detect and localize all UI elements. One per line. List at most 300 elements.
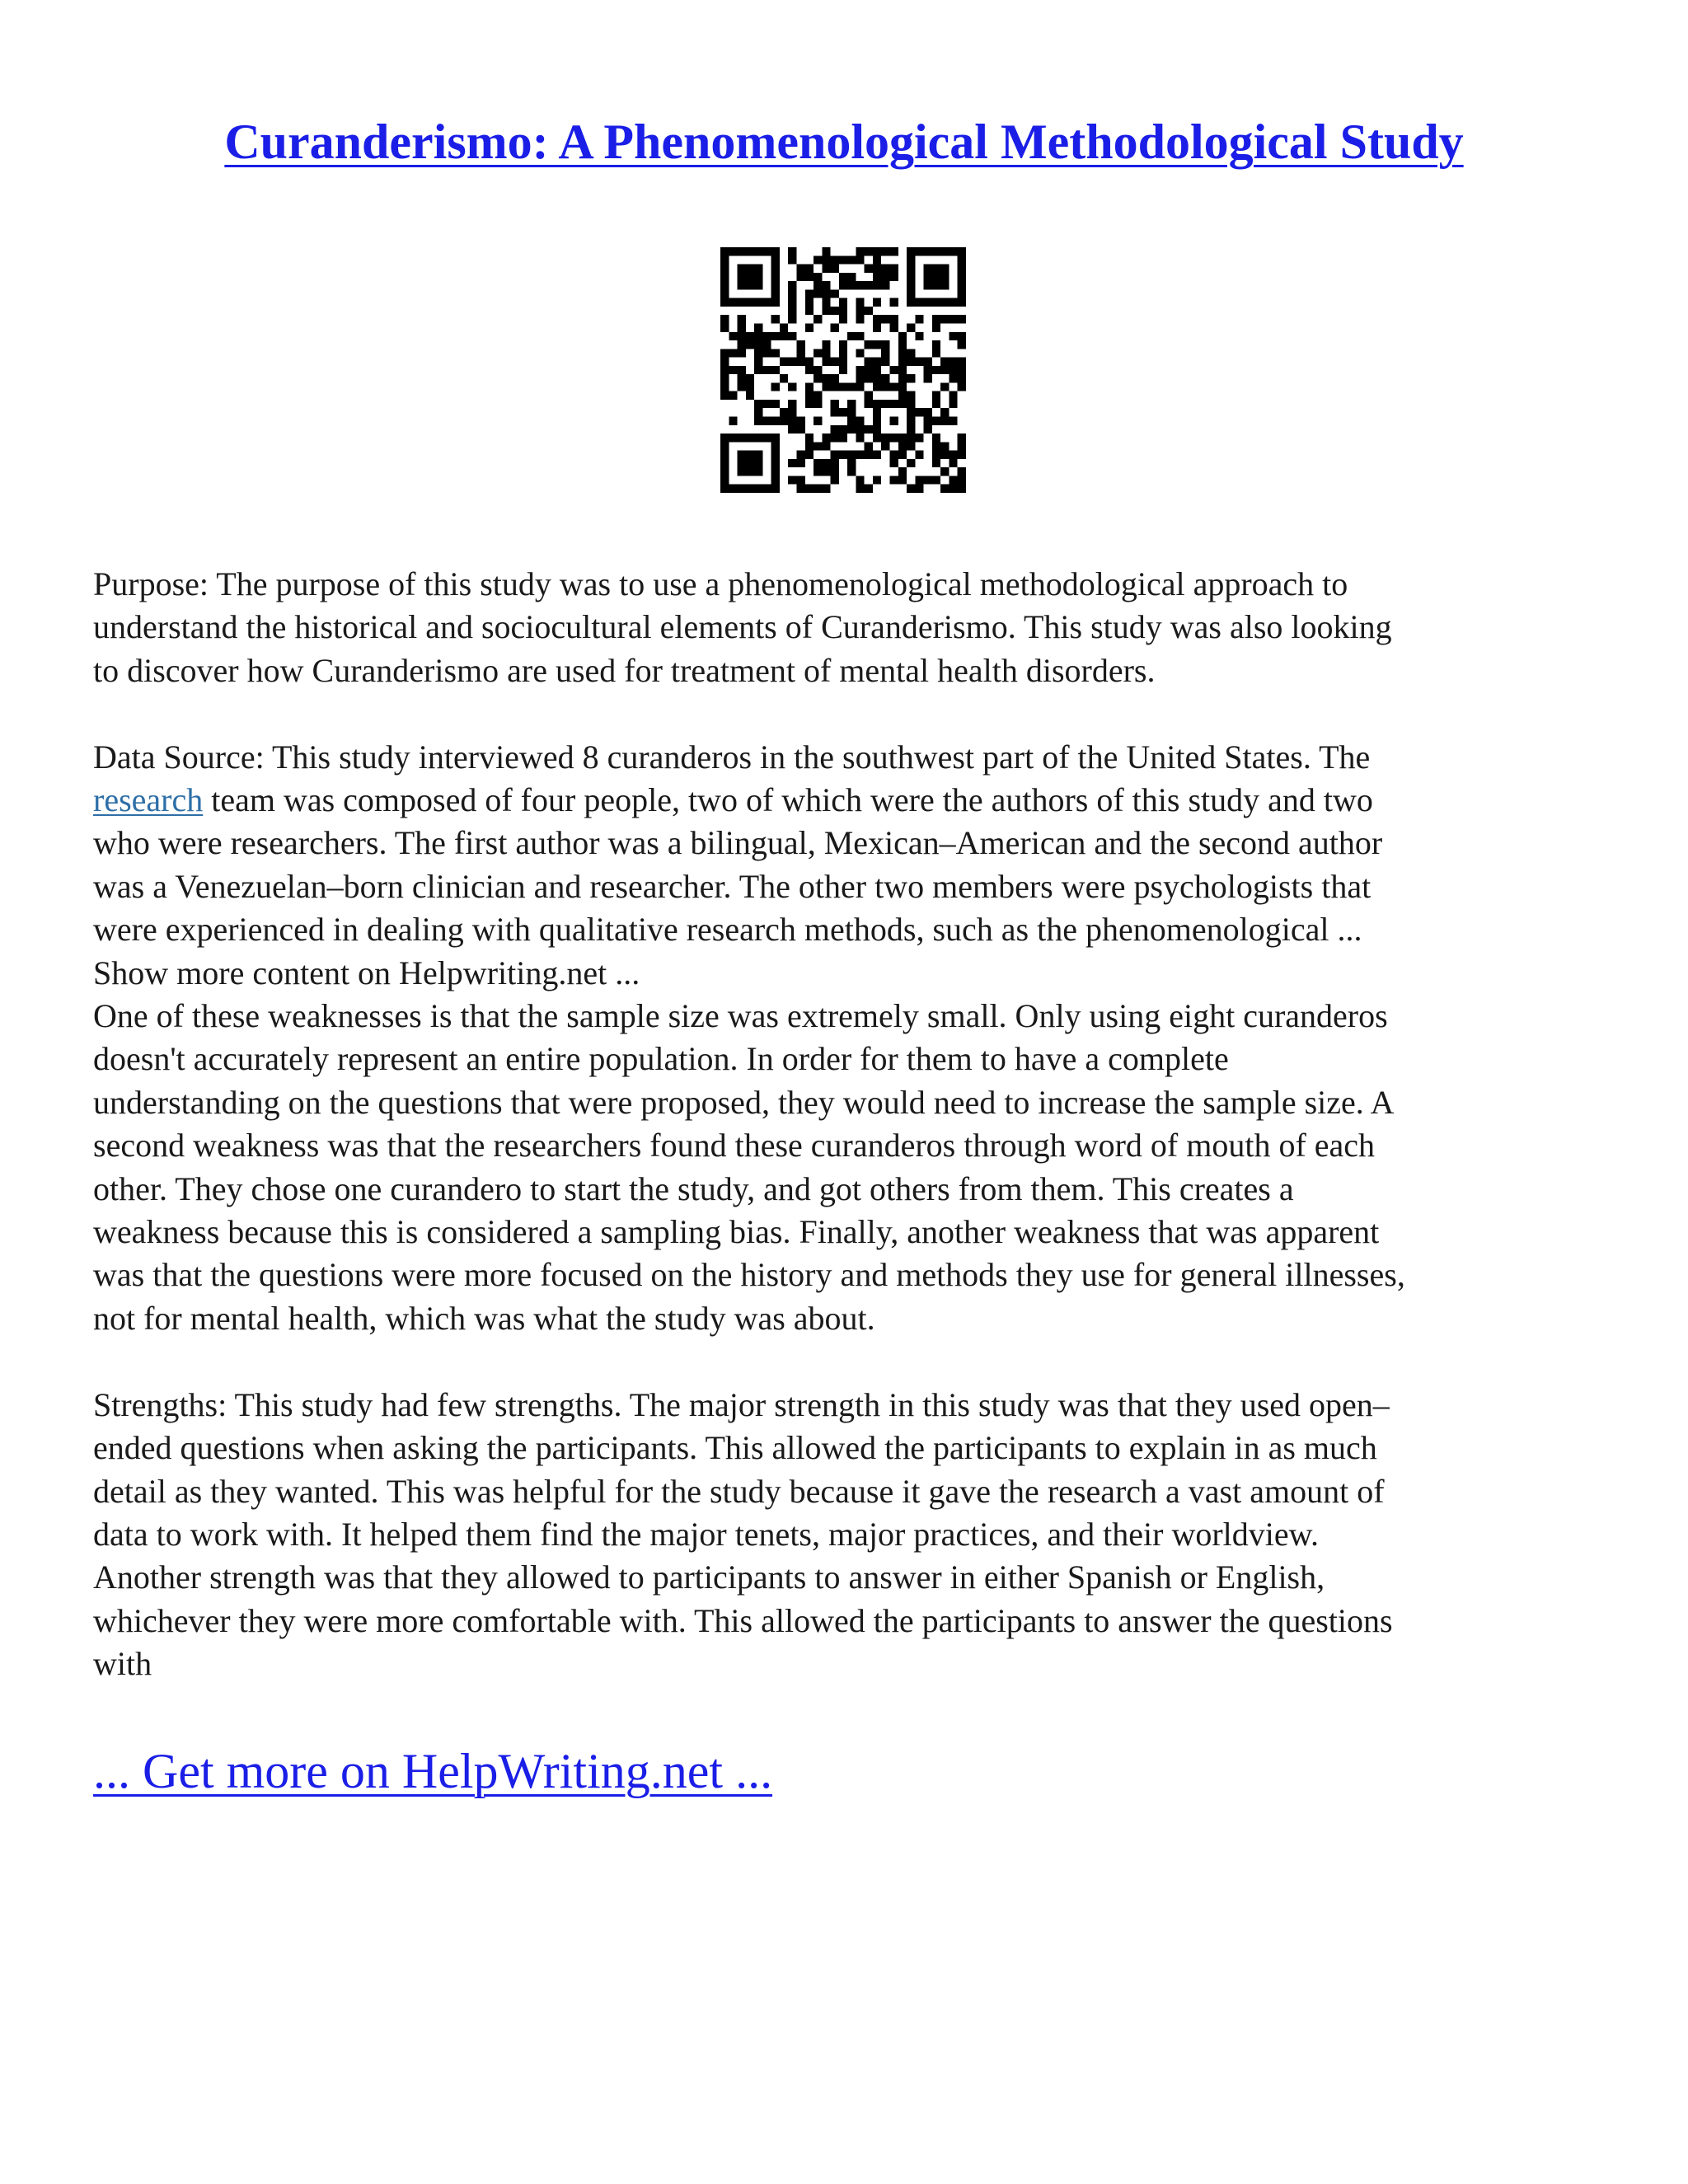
qr-module bbox=[907, 298, 915, 307]
qr-module bbox=[771, 417, 780, 425]
qr-module bbox=[865, 307, 873, 315]
qr-module bbox=[881, 247, 889, 255]
qr-module bbox=[958, 273, 966, 281]
qr-module bbox=[738, 340, 746, 349]
qr-module bbox=[958, 265, 966, 273]
qr-module bbox=[940, 298, 949, 307]
qr-module bbox=[847, 382, 856, 391]
qr-module bbox=[932, 391, 940, 400]
qr-module bbox=[907, 273, 915, 281]
qr-module bbox=[873, 434, 881, 442]
qr-module bbox=[847, 417, 856, 425]
qr-module bbox=[788, 400, 796, 408]
qr-module bbox=[814, 366, 822, 374]
qr-module bbox=[940, 408, 949, 416]
qr-module bbox=[890, 476, 898, 484]
qr-module bbox=[940, 315, 949, 323]
qr-module bbox=[788, 332, 796, 340]
qr-module bbox=[729, 332, 737, 340]
qr-module bbox=[949, 485, 957, 493]
qr-module bbox=[839, 315, 847, 323]
qr-module bbox=[771, 247, 780, 255]
qr-module bbox=[738, 382, 746, 391]
qr-module bbox=[738, 485, 746, 493]
qr-module bbox=[907, 442, 915, 450]
qr-module bbox=[754, 408, 762, 416]
qr-module bbox=[805, 400, 814, 408]
qr-module bbox=[932, 349, 940, 357]
qr-module bbox=[958, 476, 966, 484]
qr-module bbox=[729, 298, 737, 307]
qr-module bbox=[898, 442, 907, 450]
qr-module bbox=[907, 434, 915, 442]
qr-module bbox=[890, 400, 898, 408]
qr-module bbox=[958, 332, 966, 340]
qr-module bbox=[873, 366, 881, 374]
qr-module bbox=[788, 417, 796, 425]
strengths-paragraph: Strengths: This study had few strengths. The major strength in this study was that they used open– ended questions when asking the participants. This allowed the participants to explain in as much detail as they wanted. This was helpful for the study because it gave the research a vast amount of data to work with. It helped them find the major tenets, major practices, and their worldview. Another strength was that they allowed to participants to answer in either Spanish or English, whichever they were more comfortable with. This allowed the participants to answer the questions with bbox=[93, 1385, 1393, 1683]
qr-module bbox=[788, 382, 796, 391]
qr-module bbox=[940, 417, 949, 425]
qr-module bbox=[881, 434, 889, 442]
weaknesses-text: One of these weaknesses is that the sample size was extremely small. Only using eight curanderos doesn't accurately represent an entire population. In order for them to have a complete understanding on the questions that were proposed, they would need to increase the sample size. A second weakness was that the researchers found these curanderos through word of mouth of each other. They chose one curandero to start the study, and got others from them. This creates a weakness because this is considered a sampling bias. Finally, another weakness that was apparent was that the questions were more focused on the history and methods they use for general illnesses, not for mental health, which was what the study was about. bbox=[93, 997, 1405, 1337]
qr-module bbox=[771, 459, 780, 467]
qr-module bbox=[873, 417, 881, 425]
qr-module bbox=[831, 358, 839, 366]
qr-module bbox=[805, 265, 814, 273]
qr-module bbox=[738, 298, 746, 307]
qr-module bbox=[720, 434, 729, 442]
qr-module bbox=[958, 451, 966, 459]
qr-module bbox=[805, 382, 814, 391]
qr-module bbox=[847, 400, 856, 408]
qr-module bbox=[881, 400, 889, 408]
qr-module bbox=[915, 247, 923, 255]
qr-module bbox=[898, 391, 907, 400]
qr-module bbox=[754, 298, 762, 307]
qr-module bbox=[788, 408, 796, 416]
qr-module bbox=[856, 434, 864, 442]
qr-module bbox=[746, 340, 754, 349]
article-body bbox=[93, 563, 1597, 1686]
qr-module bbox=[907, 485, 915, 493]
qr-module bbox=[856, 374, 864, 382]
qr-module bbox=[949, 374, 957, 382]
qr-module bbox=[720, 273, 729, 281]
qr-module bbox=[915, 476, 923, 484]
qr-module bbox=[932, 265, 940, 273]
qr-module bbox=[958, 434, 966, 442]
qr-module bbox=[856, 417, 864, 425]
qr-module bbox=[898, 382, 907, 391]
qr-module bbox=[738, 459, 746, 467]
qr-module bbox=[738, 247, 746, 255]
qr-module bbox=[932, 281, 940, 289]
qr-module bbox=[839, 425, 847, 434]
qr-module bbox=[720, 374, 729, 382]
qr-module bbox=[754, 281, 762, 289]
qr-module bbox=[898, 451, 907, 459]
qr-module bbox=[754, 323, 762, 331]
qr-module bbox=[738, 366, 746, 374]
qr-module bbox=[881, 349, 889, 357]
qr-module bbox=[796, 265, 804, 273]
qr-module bbox=[788, 459, 796, 467]
qr-module bbox=[796, 451, 804, 459]
qr-module bbox=[924, 425, 932, 434]
qr-module bbox=[932, 247, 940, 255]
qr-module bbox=[762, 298, 771, 307]
qr-module bbox=[762, 332, 771, 340]
qr-module bbox=[746, 265, 754, 273]
qr-module bbox=[762, 434, 771, 442]
qr-module bbox=[898, 374, 907, 382]
qr-module bbox=[865, 485, 873, 493]
qr-module bbox=[881, 281, 889, 289]
qr-module bbox=[814, 374, 822, 382]
purpose-paragraph: Purpose: The purpose of this study was to use a phenomenological methodological approach to understand the historical and sociocultural elements of Curanderismo. This study was also looking to discover how Curanderismo are used for treatment of mental health disorders. bbox=[93, 565, 1392, 689]
qr-module bbox=[805, 434, 814, 442]
qr-module bbox=[822, 298, 830, 307]
qr-module bbox=[822, 289, 830, 298]
qr-module bbox=[822, 307, 830, 315]
qr-module bbox=[780, 374, 788, 382]
qr-module bbox=[847, 467, 856, 476]
qr-module bbox=[771, 349, 780, 357]
qr-module bbox=[940, 442, 949, 450]
qr-module bbox=[771, 434, 780, 442]
qr-module bbox=[831, 408, 839, 416]
qr-module bbox=[873, 400, 881, 408]
qr-module bbox=[924, 265, 932, 273]
qr-module bbox=[754, 451, 762, 459]
qr-module bbox=[940, 247, 949, 255]
qr-module bbox=[949, 400, 957, 408]
qr-module bbox=[890, 366, 898, 374]
qr-module bbox=[738, 265, 746, 273]
qr-module bbox=[958, 255, 966, 264]
qr-module bbox=[771, 255, 780, 264]
qr-module bbox=[898, 332, 907, 340]
qr-module bbox=[746, 467, 754, 476]
qr-module bbox=[729, 349, 737, 357]
qr-code-icon bbox=[720, 247, 966, 493]
qr-module bbox=[780, 358, 788, 366]
qr-module bbox=[746, 298, 754, 307]
qr-module bbox=[839, 408, 847, 416]
qr-module bbox=[788, 425, 796, 434]
qr-module bbox=[839, 340, 847, 349]
qr-module bbox=[771, 442, 780, 450]
qr-module bbox=[856, 382, 864, 391]
qr-module bbox=[720, 247, 729, 255]
qr-module bbox=[958, 485, 966, 493]
qr-module bbox=[839, 451, 847, 459]
qr-module bbox=[839, 434, 847, 442]
qr-module bbox=[780, 417, 788, 425]
qr-module bbox=[796, 349, 804, 357]
qr-module bbox=[754, 400, 762, 408]
qr-module bbox=[949, 366, 957, 374]
qr-module bbox=[720, 382, 729, 391]
qr-module bbox=[898, 340, 907, 349]
qr-module bbox=[940, 467, 949, 476]
qr-module bbox=[771, 281, 780, 289]
qr-module bbox=[940, 281, 949, 289]
qr-module bbox=[958, 366, 966, 374]
qr-module bbox=[958, 358, 966, 366]
qr-module bbox=[924, 417, 932, 425]
qr-module bbox=[907, 323, 915, 331]
qr-module bbox=[746, 281, 754, 289]
qr-module bbox=[822, 382, 830, 391]
qr-module bbox=[831, 255, 839, 264]
data-source-line1: Data Source: This study interviewed 8 curanderos in the southwest part of the United States. The bbox=[93, 738, 1371, 776]
qr-module bbox=[805, 391, 814, 400]
page-title-link[interactable]: Curanderismo: A Phenomenological Methodological Study bbox=[224, 115, 1464, 169]
qr-module bbox=[873, 315, 881, 323]
qr-module bbox=[771, 315, 780, 323]
qr-module bbox=[814, 273, 822, 281]
qr-module bbox=[754, 247, 762, 255]
qr-module bbox=[771, 485, 780, 493]
qr-module bbox=[805, 451, 814, 459]
qr-module bbox=[822, 255, 830, 264]
qr-module bbox=[873, 408, 881, 416]
qr-module bbox=[856, 451, 864, 459]
qr-module bbox=[890, 459, 898, 467]
qr-module bbox=[788, 307, 796, 315]
qr-module bbox=[856, 315, 864, 323]
qr-module bbox=[958, 289, 966, 298]
qr-module bbox=[847, 459, 856, 467]
qr-module bbox=[822, 349, 830, 357]
qr-module bbox=[720, 265, 729, 273]
qr-module bbox=[831, 374, 839, 382]
qr-module bbox=[907, 255, 915, 264]
qr-module bbox=[754, 434, 762, 442]
qr-module bbox=[898, 467, 907, 476]
qr-module bbox=[932, 476, 940, 484]
qr-module bbox=[907, 374, 915, 382]
qr-module bbox=[865, 400, 873, 408]
qr-module bbox=[720, 298, 729, 307]
qr-module bbox=[898, 476, 907, 484]
qr-module bbox=[907, 417, 915, 425]
qr-module bbox=[746, 374, 754, 382]
qr-module bbox=[907, 391, 915, 400]
qr-module bbox=[822, 459, 830, 467]
qr-module bbox=[754, 332, 762, 340]
qr-module bbox=[949, 417, 957, 425]
qr-module bbox=[958, 298, 966, 307]
qr-module bbox=[738, 349, 746, 357]
qr-module bbox=[762, 366, 771, 374]
qr-module bbox=[796, 340, 804, 349]
qr-module bbox=[805, 323, 814, 331]
qr-module bbox=[847, 408, 856, 416]
qr-module bbox=[814, 459, 822, 467]
qr-module bbox=[738, 374, 746, 382]
qr-module bbox=[805, 307, 814, 315]
qr-module bbox=[873, 358, 881, 366]
qr-module bbox=[839, 298, 847, 307]
qr-module bbox=[788, 315, 796, 323]
qr-module bbox=[796, 485, 804, 493]
qr-module bbox=[856, 366, 864, 374]
qr-module bbox=[907, 400, 915, 408]
qr-module bbox=[932, 400, 940, 408]
qr-module bbox=[847, 273, 856, 281]
qr-module bbox=[865, 247, 873, 255]
qr-module bbox=[873, 273, 881, 281]
qr-module bbox=[873, 425, 881, 434]
qr-module bbox=[822, 434, 830, 442]
qr-module bbox=[890, 273, 898, 281]
qr-module bbox=[932, 451, 940, 459]
qr-module bbox=[873, 323, 881, 331]
qr-module bbox=[839, 358, 847, 366]
qr-module bbox=[746, 451, 754, 459]
qr-module bbox=[907, 247, 915, 255]
qr-module bbox=[831, 400, 839, 408]
qr-module bbox=[771, 476, 780, 484]
qr-module bbox=[814, 255, 822, 264]
qr-module bbox=[831, 451, 839, 459]
qr-module bbox=[915, 332, 923, 340]
qr-module bbox=[924, 298, 932, 307]
qr-module bbox=[924, 273, 932, 281]
qr-module bbox=[865, 340, 873, 349]
qr-module bbox=[839, 382, 847, 391]
qr-module bbox=[932, 417, 940, 425]
qr-module bbox=[754, 340, 762, 349]
qr-module bbox=[831, 459, 839, 467]
qr-module bbox=[771, 467, 780, 476]
qr-module bbox=[940, 382, 949, 391]
qr-module bbox=[729, 434, 737, 442]
qr-module bbox=[881, 265, 889, 273]
qr-module bbox=[907, 425, 915, 434]
qr-module bbox=[729, 247, 737, 255]
qr-module bbox=[958, 382, 966, 391]
paragraph-gap bbox=[93, 692, 1597, 735]
qr-module bbox=[915, 434, 923, 442]
qr-module bbox=[856, 298, 864, 307]
qr-module bbox=[940, 273, 949, 281]
qr-module bbox=[847, 255, 856, 264]
qr-module bbox=[762, 400, 771, 408]
qr-module bbox=[754, 358, 762, 366]
qr-module bbox=[720, 391, 729, 400]
qr-module bbox=[720, 349, 729, 357]
qr-module bbox=[771, 332, 780, 340]
qr-module bbox=[796, 425, 804, 434]
qr-module bbox=[932, 298, 940, 307]
qr-module bbox=[754, 485, 762, 493]
qr-module bbox=[847, 332, 856, 340]
qr-module bbox=[738, 323, 746, 331]
qr-module bbox=[780, 332, 788, 340]
qr-module bbox=[805, 289, 814, 298]
qr-module bbox=[831, 467, 839, 476]
qr-module bbox=[949, 451, 957, 459]
qr-module bbox=[831, 307, 839, 315]
qr-module bbox=[814, 442, 822, 450]
qr-module bbox=[932, 315, 940, 323]
qr-module bbox=[720, 459, 729, 467]
qr-module bbox=[796, 417, 804, 425]
qr-module bbox=[822, 281, 830, 289]
qr-module bbox=[771, 289, 780, 298]
qr-module bbox=[788, 289, 796, 298]
qr-module bbox=[890, 382, 898, 391]
qr-module bbox=[814, 485, 822, 493]
qr-module bbox=[924, 247, 932, 255]
qr-module bbox=[720, 289, 729, 298]
qr-module bbox=[822, 485, 830, 493]
qr-module bbox=[949, 315, 957, 323]
qr-module bbox=[856, 307, 864, 315]
qr-module bbox=[788, 247, 796, 255]
qr-module bbox=[839, 366, 847, 374]
qr-module bbox=[729, 366, 737, 374]
qr-module bbox=[814, 349, 822, 357]
qr-module bbox=[822, 340, 830, 349]
qr-module bbox=[720, 366, 729, 374]
qr-module bbox=[814, 467, 822, 476]
qr-module bbox=[949, 298, 957, 307]
qr-module bbox=[898, 434, 907, 442]
research-link[interactable]: research bbox=[93, 781, 204, 819]
qr-module bbox=[958, 281, 966, 289]
qr-module bbox=[847, 425, 856, 434]
qr-module bbox=[738, 315, 746, 323]
qr-module bbox=[831, 323, 839, 331]
get-more-link[interactable]: ... Get more on HelpWriting.net ... bbox=[93, 1744, 773, 1798]
title-container bbox=[0, 114, 1688, 171]
qr-module bbox=[831, 265, 839, 273]
qr-module bbox=[796, 476, 804, 484]
qr-module bbox=[831, 382, 839, 391]
qr-module bbox=[771, 265, 780, 273]
qr-module bbox=[881, 382, 889, 391]
qr-module bbox=[771, 451, 780, 459]
qr-module bbox=[865, 281, 873, 289]
paragraph-gap bbox=[93, 1340, 1597, 1383]
qr-module bbox=[958, 467, 966, 476]
qr-module bbox=[762, 247, 771, 255]
qr-module bbox=[932, 323, 940, 331]
qr-module bbox=[720, 451, 729, 459]
qr-module bbox=[771, 366, 780, 374]
qr-module bbox=[746, 247, 754, 255]
qr-module bbox=[814, 400, 822, 408]
qr-module bbox=[949, 476, 957, 484]
qr-module bbox=[890, 417, 898, 425]
qr-module bbox=[873, 298, 881, 307]
qr-module bbox=[856, 332, 864, 340]
qr-module bbox=[958, 374, 966, 382]
data-source-rest: who were researchers. The first author was a bilingual, Mexican–American and the second author was a Venezuelan–born clinician and researcher. The other two members were psychologists that were experienced in dealing with qualitative research methods, such as the phenomenological ... Show more content on Helpwriting.net ... bbox=[93, 824, 1383, 991]
qr-module bbox=[958, 315, 966, 323]
qr-module bbox=[890, 323, 898, 331]
qr-module bbox=[932, 340, 940, 349]
qr-module bbox=[932, 434, 940, 442]
data-source-line2: team was composed of four people, two of which were the authors of this study and two bbox=[203, 781, 1373, 819]
qr-module bbox=[915, 315, 923, 323]
qr-module bbox=[881, 374, 889, 382]
